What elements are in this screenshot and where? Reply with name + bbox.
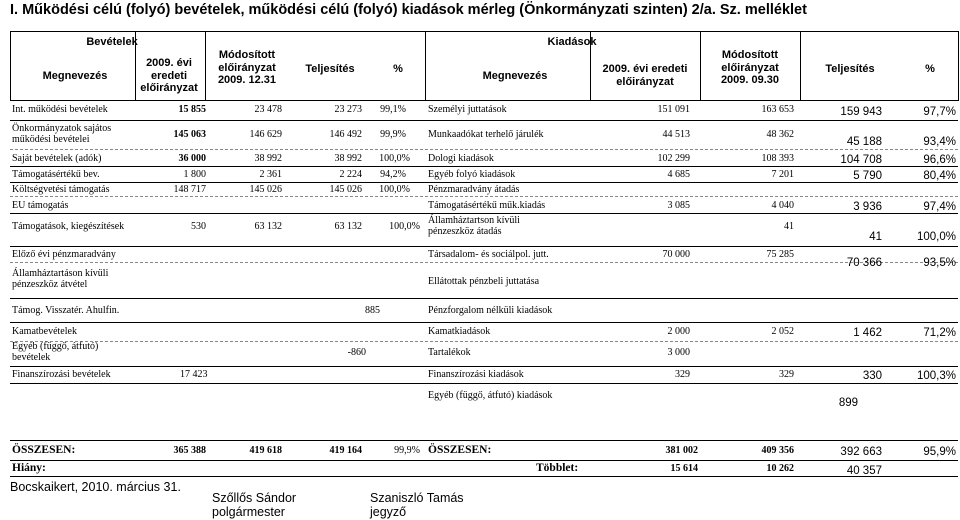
- row-name: Munkaadókat terhelő járulék: [428, 129, 544, 140]
- row-name: Egyéb folyó kiadások: [428, 169, 516, 180]
- header-modositott-right: Módosított előirányzat 2009. 09.30: [720, 49, 780, 86]
- row-name: Támogatásértékű bev.: [12, 169, 100, 180]
- row-name: Pénzforgalom nélküli kiadások: [428, 305, 553, 316]
- row-name: Saját bevételek (adók): [12, 153, 102, 164]
- row-name: Támog. Visszatér. Ahulfin.: [12, 305, 120, 316]
- row-name: Egyéb (függő, átfutó) bevételek: [12, 341, 99, 363]
- row-name: EU támogatás: [12, 200, 69, 211]
- row-name: Egyéb (függő, átfutó) kiadások: [428, 390, 553, 401]
- header-modositott-left: Módosított előirányzat 2009. 12.31: [217, 49, 277, 86]
- place-date: Bocskaikert, 2010. március 31.: [10, 480, 181, 494]
- row-name: Államháztartson kívüli pénzeszköz átadás: [428, 215, 520, 237]
- row-name: Int. működési bevételek: [12, 104, 108, 115]
- signer1-title: polgármester: [212, 505, 285, 519]
- row-name: Tartalékok: [428, 347, 471, 358]
- row-name: Finanszírozási kiadások: [428, 369, 524, 380]
- header-teljesites-left: Teljesítés: [305, 63, 355, 75]
- signer1-name: Szőllős Sándor: [212, 491, 297, 505]
- page-title: I. Működési célú (folyó) bevételek, működési célú (folyó) kiadások mérleg (Önkormányzati szinten) 2/a. Sz. melléklet: [10, 2, 807, 18]
- row-name: Költségvetési támogatás: [12, 184, 110, 195]
- row-name: Előző évi pénzmaradvány: [12, 249, 116, 260]
- header-eredeti-left: 2009. évi eredeti előirányzat: [140, 57, 198, 94]
- row-name: Támogatások, kiegészítések: [12, 221, 125, 232]
- row-name: Kamatkiadások: [428, 326, 491, 337]
- header-megnevezes-left: Megnevezés: [42, 70, 108, 82]
- row-name: Dologi kiadások: [428, 153, 494, 164]
- row-name: Pénzmaradvány átadás: [428, 184, 520, 195]
- header-megnevezes-right: Megnevezés: [482, 70, 548, 82]
- row-name: Támogatásértékű műk.kiadás: [428, 200, 546, 211]
- header-bevetelek: Bevételek: [86, 36, 138, 48]
- row-name: Önkormányzatok sajátos működési bevételei: [12, 123, 112, 145]
- signer2-name: Szaniszló Tamás: [370, 491, 464, 505]
- header-kiadasok: Kiadások: [547, 36, 597, 48]
- row-name: Társadalom- és sociálpol. jutt.: [428, 249, 549, 260]
- row-name: Személyi juttatások: [428, 104, 507, 115]
- row-name: Ellátottak pénzbeli juttatása: [428, 276, 540, 287]
- header-pct-left: %: [393, 63, 403, 75]
- row-name: Finanszírozási bevételek: [12, 369, 111, 380]
- signer2-title: jegyző: [370, 505, 407, 519]
- row-name: Államháztartáson kívüli pénzeszköz átvétel: [12, 268, 109, 290]
- row-name: Kamatbevételek: [12, 326, 77, 337]
- header-eredeti-right: 2009. évi eredeti előirányzat: [602, 63, 688, 88]
- header-pct-right: %: [925, 63, 935, 75]
- header-teljesites-right: Teljesítés: [825, 63, 875, 75]
